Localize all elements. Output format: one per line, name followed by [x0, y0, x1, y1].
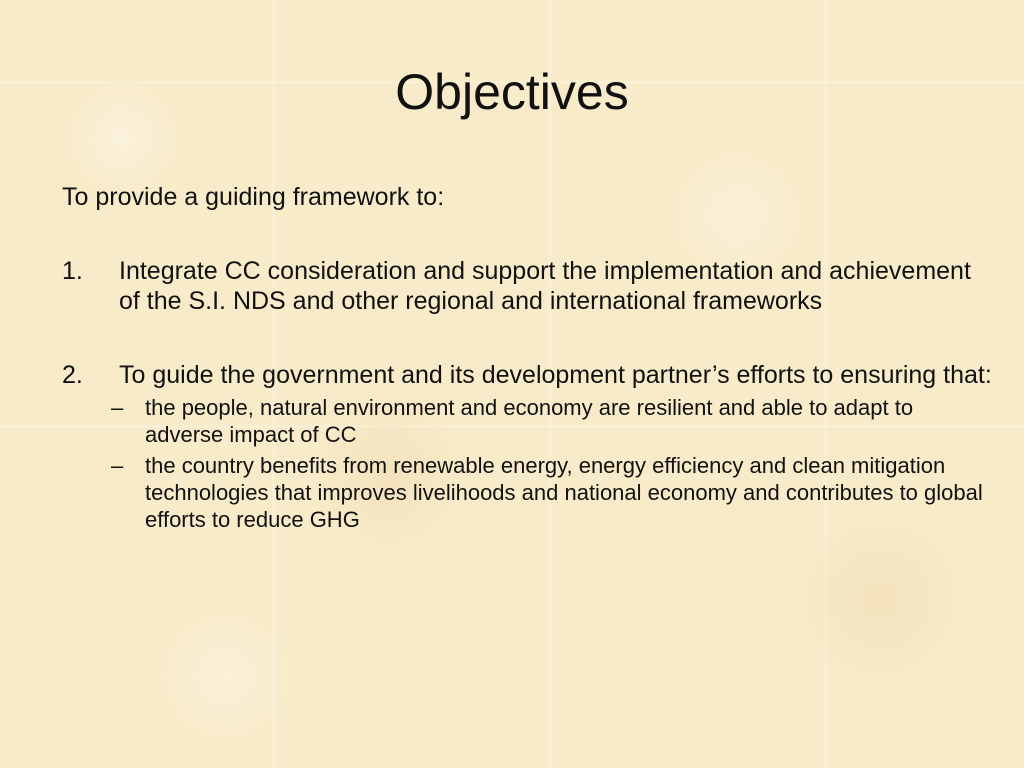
dash-bullet: –	[111, 453, 124, 478]
dash-bullet: –	[111, 395, 124, 420]
slide-title: Objectives	[395, 64, 629, 120]
intro-text: To provide a guiding framework to:	[62, 183, 445, 211]
list-item-text: To guide the government and its development partner’s efforts to ensuring that:	[119, 361, 992, 389]
sub-list-item-text: the country benefits from renewable energy, energy efficiency and clean mitigation technologies that improves livelihoods and national economy and contributes to global efforts to reduce GHG	[145, 453, 983, 532]
list-item-number: 1.	[62, 257, 83, 285]
list-item-body	[111, 360, 992, 537]
list-item-1	[62, 256, 992, 316]
list-item-number: 2.	[62, 361, 83, 389]
sub-list	[111, 394, 992, 533]
sub-list-item-2	[111, 452, 992, 533]
sub-list-item-1	[111, 394, 992, 448]
slide-content	[62, 182, 992, 581]
list-item-2	[62, 360, 992, 537]
sub-list-item-text: the people, natural environment and economy are resilient and able to adapt to adverse impact of CC	[145, 395, 914, 447]
list-item-text: Integrate CC consideration and support the implementation and achievement of the S.I. NDS and other regional and international frameworks	[119, 257, 971, 315]
